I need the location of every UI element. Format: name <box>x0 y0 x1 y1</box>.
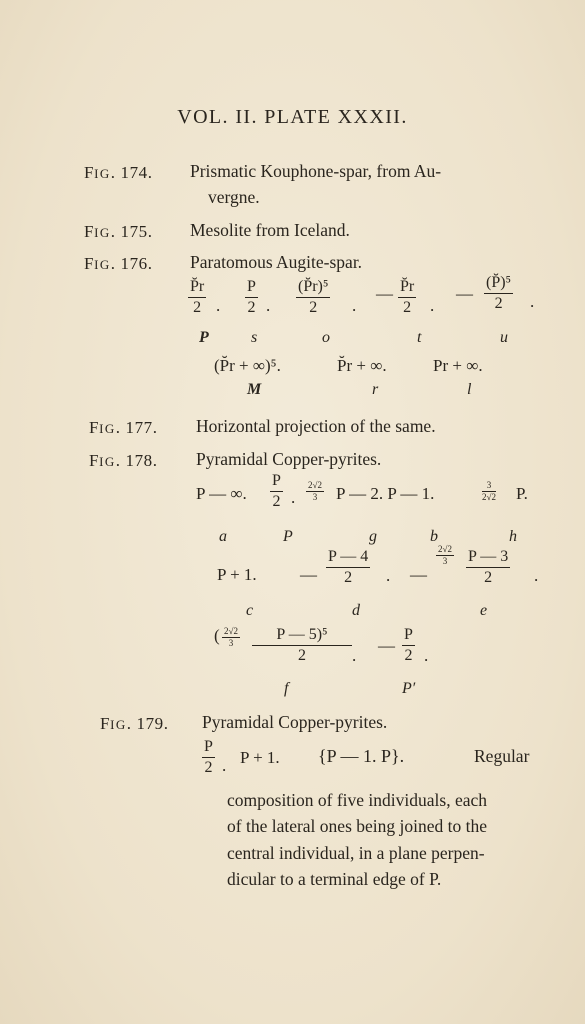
fig178-separator: . <box>352 646 357 665</box>
fig176-face-fraction-5: $\frac{\text{(P̆)⁵}}{2}$ <box>486 274 512 312</box>
fig179-brace-group: {P — 1. P}. <box>318 746 405 766</box>
figure-176-caption: Paratomous Augite-spar. <box>190 252 363 272</box>
fig178-face-letter: d <box>352 602 360 619</box>
fig176-face-symbol: P̆r + ∞. <box>337 356 387 375</box>
fig178-coefficient-1: $\frac{2√2}{3}$ <box>308 480 322 502</box>
fig178-fraction-3: $\frac{P — 3}{2}$ <box>468 548 509 586</box>
figure-177-caption: Horizontal projection of the same. <box>196 416 436 436</box>
fig178-fraction-1: $\frac{P}{2}$ <box>272 472 281 510</box>
figure-174-caption-line2: vergne. <box>208 187 260 207</box>
fig176-separator: . <box>266 296 271 315</box>
fig178-separator: . <box>386 566 391 585</box>
fig176-separator: . <box>530 292 535 311</box>
fig176-minus: — <box>456 284 473 303</box>
fig178-face-letter: P <box>283 528 293 545</box>
fig179-fraction: $\frac{P}{2}$ <box>204 738 213 776</box>
fig179-separator: . <box>222 756 227 775</box>
fig178-open-paren: ( <box>214 626 220 645</box>
fig178-fraction-2: $\frac{P — 4}{2}$ <box>328 548 369 586</box>
fig176-separator: . <box>352 296 357 315</box>
fig178-face-letter: b <box>430 528 438 545</box>
fig178-face-symbol: P — ∞. <box>196 484 247 503</box>
fig178-separator: . <box>291 488 296 507</box>
fig179-description-line: of the lateral ones being joined to the <box>227 816 487 836</box>
fig178-coefficient-4: $\frac{2√2}{3}$ <box>224 626 238 648</box>
fig176-face-letter: u <box>500 329 508 346</box>
fig179-description-line: composition of five individuals, each <box>227 790 488 810</box>
fig176-face-letter: M <box>247 381 262 398</box>
figure-label-175: FIG. 175. <box>84 222 153 241</box>
fig178-face-symbol: P — 2. P — 1. <box>336 484 435 503</box>
fig179-description-line: dicular to a terminal edge of P. <box>227 869 442 889</box>
fig178-coefficient-3: $\frac{2√2}{3}$ <box>438 544 452 566</box>
fig178-face-symbol: P. <box>516 484 528 503</box>
fig178-face-letter: g <box>369 528 377 545</box>
fig178-fraction-5: $\frac{P}{2}$ <box>404 626 413 664</box>
fig178-face-letter: c <box>246 602 254 619</box>
fig178-fraction-4: $\frac{\text{P — 5)⁵}}{2}$ <box>252 626 352 666</box>
figure-label-178: FIG. 178. <box>89 451 158 470</box>
fig178-face-letter: f <box>284 680 289 697</box>
figure-label-177: FIG. 177. <box>89 418 158 437</box>
fig176-face-fraction-1: $\frac{P̆r}{2}$ <box>190 278 205 316</box>
fig178-separator: . <box>424 646 429 665</box>
fig178-face-letter: a <box>219 528 227 545</box>
fig179-description-line: central individual, in a plane perpen- <box>227 843 485 863</box>
plate-title: VOL. II. PLATE XXXII. <box>177 106 408 128</box>
fig176-face-symbol: Pr + ∞. <box>433 356 483 375</box>
fig176-face-fraction-4: $\frac{P̆r}{2}$ <box>400 278 415 316</box>
fig178-minus: — <box>300 565 317 584</box>
fig178-face-symbol: P + 1. <box>217 565 257 584</box>
figure-label-179: FIG. 179. <box>100 714 169 733</box>
fig176-face-letter: t <box>417 329 422 346</box>
fig176-face-letter: P <box>199 329 209 346</box>
figure-179-caption: Pyramidal Copper-pyrites. <box>202 712 388 732</box>
fig176-face-fraction-2: $\frac{P}{2}$ <box>247 278 256 316</box>
fig178-face-letter: h <box>509 528 517 545</box>
fig179-regular-word: Regular <box>474 746 530 766</box>
fig178-minus: — <box>410 565 427 584</box>
fig176-face-letter: r <box>372 381 379 398</box>
figure-label-176: FIG. 176. <box>84 254 153 273</box>
figure-175-caption: Mesolite from Iceland. <box>190 220 350 240</box>
figure-178-caption: Pyramidal Copper-pyrites. <box>196 449 382 469</box>
fig178-face-letter: P′ <box>402 680 416 697</box>
fig176-face-letter: s <box>251 329 258 346</box>
fig176-face-letter: o <box>322 329 330 346</box>
figure-label-174: FIG. 174. <box>84 163 153 182</box>
fig178-coefficient-2: $\frac{3}{2√2}$ <box>482 480 496 502</box>
fig176-face-symbol: (P̆r + ∞)⁵. <box>214 356 281 375</box>
fig176-minus: — <box>376 284 393 303</box>
fig176-face-letter: l <box>467 381 472 398</box>
fig176-separator: . <box>430 296 435 315</box>
fig178-minus: — <box>378 636 395 655</box>
fig178-separator: . <box>534 566 539 585</box>
fig179-expression: P + 1. <box>240 748 280 767</box>
fig176-separator: . <box>216 296 221 315</box>
fig176-face-fraction-3: $\frac{\text{(P̆r)⁵}}{2}$ <box>298 278 329 316</box>
figure-174-caption-line1: Prismatic Kouphone-spar, from Au- <box>190 161 442 181</box>
fig178-face-letter: e <box>480 602 488 619</box>
